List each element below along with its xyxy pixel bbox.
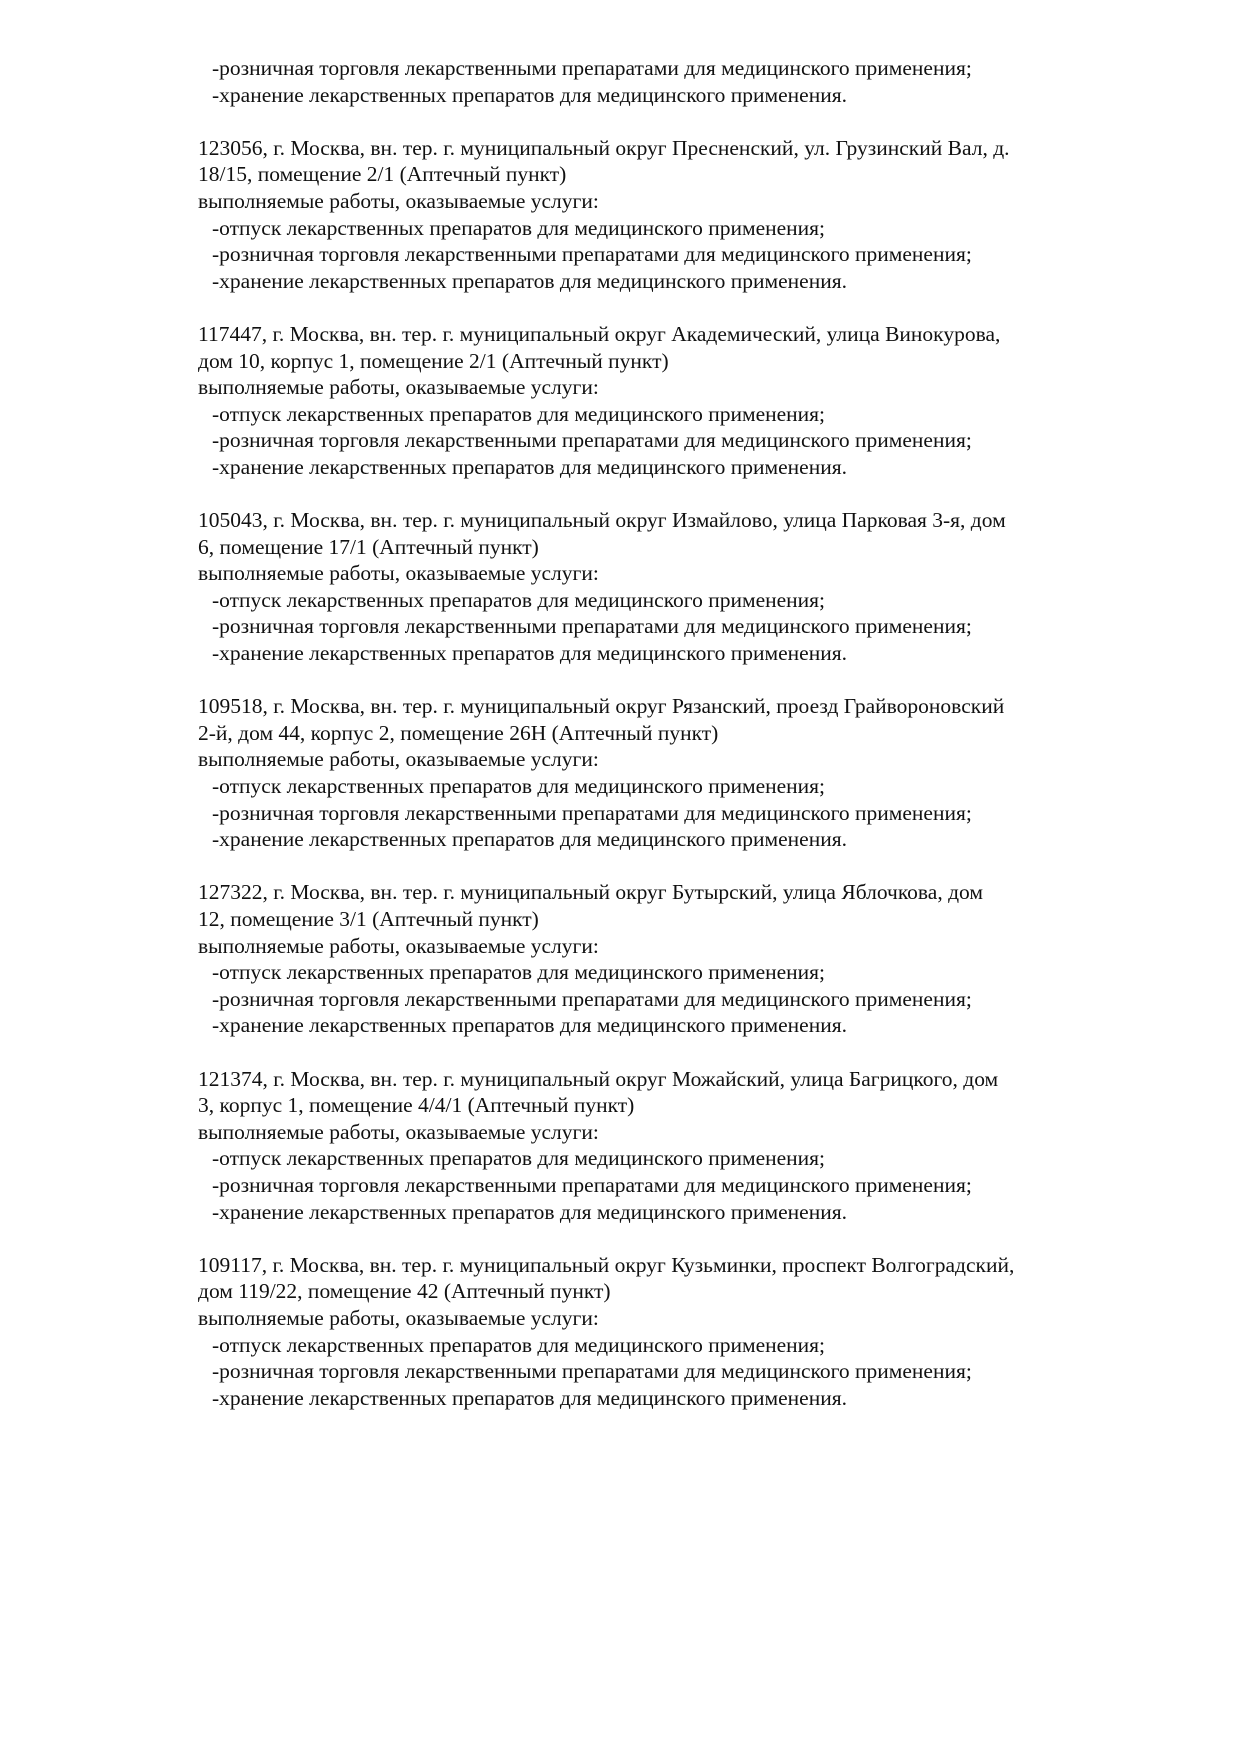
address-line: 2-й, дом 44, корпус 2, помещение 26Н (Аптечный пункт) bbox=[198, 720, 719, 745]
address-line: 117447, г. Москва, вн. тер. г. муниципальный округ Академический, улица Винокурова, bbox=[198, 321, 1001, 346]
service-item: -отпуск лекарственных препаратов для медицинского применения; bbox=[212, 774, 826, 799]
continued-services-block bbox=[198, 55, 1078, 108]
service-item: -отпуск лекарственных препаратов для медицинского применения; bbox=[212, 1146, 826, 1171]
service-item: -хранение лекарственных препаратов для медицинского применения. bbox=[212, 82, 847, 107]
pharmacy-entry bbox=[198, 135, 1078, 295]
services-label: выполняемые работы, оказываемые услуги: bbox=[198, 561, 599, 586]
service-item: -отпуск лекарственных препаратов для медицинского применения; bbox=[212, 960, 826, 985]
service-item: -хранение лекарственных препаратов для медицинского применения. bbox=[212, 827, 847, 852]
address-line: дом 10, корпус 1, помещение 2/1 (Аптечный пункт) bbox=[198, 348, 669, 373]
address-line: дом 119/22, помещение 42 (Аптечный пункт) bbox=[198, 1279, 611, 1304]
pharmacy-entry bbox=[198, 1252, 1078, 1412]
service-item: -розничная торговля лекарственными препаратами для медицинского применения; bbox=[212, 428, 972, 453]
service-item: -хранение лекарственных препаратов для медицинского применения. bbox=[212, 1199, 847, 1224]
pharmacy-entry bbox=[198, 507, 1078, 667]
service-item: -розничная торговля лекарственными препаратами для медицинского применения; bbox=[212, 1172, 972, 1197]
address-line: 109117, г. Москва, вн. тер. г. муниципальный округ Кузьминки, проспект Волгоградский, bbox=[198, 1252, 1015, 1277]
pharmacy-entry bbox=[198, 693, 1078, 853]
service-item: -хранение лекарственных препаратов для медицинского применения. bbox=[212, 641, 847, 666]
address-line: 3, корпус 1, помещение 4/4/1 (Аптечный пункт) bbox=[198, 1093, 635, 1118]
service-item: -розничная торговля лекарственными препаратами для медицинского применения; bbox=[212, 800, 972, 825]
address-line: 105043, г. Москва, вн. тер. г. муниципальный округ Измайлово, улица Парковая 3-я, дом bbox=[198, 508, 1006, 533]
services-label: выполняемые работы, оказываемые услуги: bbox=[198, 188, 599, 213]
services-label: выполняемые работы, оказываемые услуги: bbox=[198, 1305, 599, 1330]
service-item: -отпуск лекарственных препаратов для медицинского применения; bbox=[212, 1332, 826, 1357]
service-item: -розничная торговля лекарственными препаратами для медицинского применения; bbox=[212, 242, 972, 267]
address-line: 121374, г. Москва, вн. тер. г. муниципальный округ Можайский, улица Багрицкого, дом bbox=[198, 1066, 999, 1091]
address-line: 127322, г. Москва, вн. тер. г. муниципальный округ Бутырский, улица Яблочкова, дом bbox=[198, 880, 983, 905]
document-page bbox=[198, 55, 1078, 1411]
address-line: 18/15, помещение 2/1 (Аптечный пункт) bbox=[198, 162, 567, 187]
address-line: 12, помещение 3/1 (Аптечный пункт) bbox=[198, 907, 539, 931]
services-label: выполняемые работы, оказываемые услуги: bbox=[198, 747, 599, 772]
address-line: 123056, г. Москва, вн. тер. г. муниципальный округ Пресненский, ул. Грузинский Вал, д. bbox=[198, 135, 1010, 160]
service-item: -розничная торговля лекарственными препаратами для медицинского применения; bbox=[212, 614, 972, 639]
pharmacy-entry bbox=[198, 879, 1078, 1039]
service-item: -отпуск лекарственных препаратов для медицинского применения; bbox=[212, 215, 826, 240]
pharmacy-entry bbox=[198, 1066, 1078, 1226]
service-item: -хранение лекарственных препаратов для медицинского применения. bbox=[212, 1013, 847, 1038]
services-label: выполняемые работы, оказываемые услуги: bbox=[198, 375, 599, 400]
service-item: -хранение лекарственных препаратов для медицинского применения. bbox=[212, 268, 847, 293]
services-label: выполняемые работы, оказываемые услуги: bbox=[198, 1119, 599, 1144]
services-label: выполняемые работы, оказываемые услуги: bbox=[198, 933, 599, 958]
service-item: -розничная торговля лекарственными препаратами для медицинского применения; bbox=[212, 986, 972, 1011]
service-item: -отпуск лекарственных препаратов для медицинского применения; bbox=[212, 587, 826, 612]
address-line: 6, помещение 17/1 (Аптечный пункт) bbox=[198, 534, 539, 559]
service-item: -розничная торговля лекарственными препаратами для медицинского применения; bbox=[212, 56, 972, 80]
service-item: -розничная торговля лекарственными препаратами для медицинского применения; bbox=[212, 1359, 972, 1384]
service-item: -отпуск лекарственных препаратов для медицинского применения; bbox=[212, 401, 826, 426]
service-item: -хранение лекарственных препаратов для медицинского применения. bbox=[212, 1385, 847, 1410]
address-line: 109518, г. Москва, вн. тер. г. муниципальный округ Рязанский, проезд Грайвороновский bbox=[198, 694, 1005, 719]
service-item: -хранение лекарственных препаратов для медицинского применения. bbox=[212, 454, 847, 479]
pharmacy-entry bbox=[198, 321, 1078, 481]
